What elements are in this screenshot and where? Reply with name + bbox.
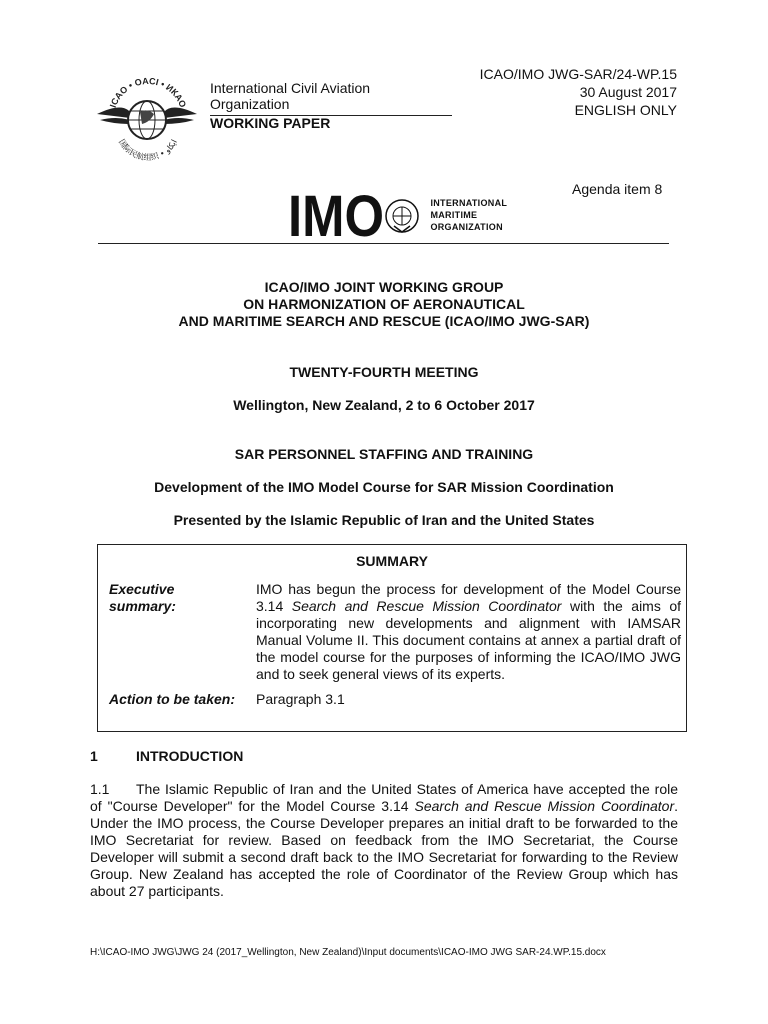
paragraph-text-part2: . Under the IMO process, the Course Developer prepares an initial draft to be forwarded to the IMO Secretariat for review. Based on feedback from the IMO Secretariat, the Course Developer will submit a second draft back to the IMO Secretariat for forwarding to the Review Group. New Zealand has accepted the role of Coordinator of the Review Group which has about 27 participants.	[90, 798, 678, 899]
executive-summary-label-line1: Executive	[109, 581, 175, 597]
icao-emblem	[92, 66, 202, 162]
emblem-bottom-text: 国际民航组织 • ايكاو	[116, 137, 179, 162]
organization-name: International Civil Aviation Organization	[210, 80, 452, 116]
executive-summary-text-part2: with the aims of incorporating new developments and alignment with IAMSAR Manual Volume II. This document contains at annex a partial draft of the model course for the purposes of informing the ICAO/IMO JWG and to seek general views of its experts.	[256, 598, 681, 682]
executive-summary-text-part1: IMO has begun the process for development of the Model Course 3.14	[256, 581, 681, 614]
paragraph-number: 1.1	[90, 781, 110, 797]
svg-text:IMO: IMO	[288, 192, 384, 238]
presented-by: Presented by the Islamic Republic of Iran and the United States	[173, 512, 595, 528]
action-label: Action to be taken:	[109, 691, 236, 707]
paper-type: WORKING PAPER	[210, 115, 331, 131]
meeting-title: TWENTY-FOURTH MEETING	[289, 364, 479, 380]
group-title-line3: AND MARITIME SEARCH AND RESCUE (ICAO/IMO JWG-SAR)	[178, 313, 590, 329]
paragraph-1-1	[90, 781, 678, 900]
summary-box	[97, 544, 687, 732]
group-title-line1: ICAO/IMO JOINT WORKING GROUP	[264, 279, 504, 295]
executive-summary-label	[109, 581, 176, 615]
imo-name-line3: ORGANIZATION	[430, 222, 503, 232]
meeting-venue: Wellington, New Zealand, 2 to 6 October 2017	[233, 397, 535, 413]
imo-wordmark	[288, 192, 420, 238]
document-language: ENGLISH ONLY	[574, 102, 677, 118]
topic-title: SAR PERSONNEL STAFFING AND TRAINING	[234, 446, 534, 462]
imo-name	[430, 197, 507, 233]
imo-name-line1: INTERNATIONAL	[430, 198, 508, 208]
header-divider	[98, 243, 669, 244]
section-number: 1	[90, 748, 98, 764]
group-title-line2: ON HARMONIZATION OF AERONAUTICAL	[243, 296, 525, 312]
document-reference: ICAO/IMO JWG-SAR/24-WP.15	[479, 66, 677, 82]
section-heading	[90, 748, 243, 764]
subject-title: Development of the IMO Model Course for SAR Mission Coordination	[154, 479, 614, 495]
file-path-footer: H:\ICAO-IMO JWG\JWG 24 (2017_Wellington, New Zealand)\Input documents\ICAO-IMO JWG SAR-24.WP.15.docx	[90, 947, 606, 958]
svg-text:国际民航组织 • ايكاو	[117, 138, 179, 162]
paragraph-course-title-italic: Search and Rescue Mission Coordinator	[414, 798, 675, 814]
document-reference-block	[480, 65, 677, 119]
paragraph-text-part1: The Islamic Republic of Iran and the United States of America have accepted the role of "Course Developer" for the Model Course 3.14	[90, 781, 678, 814]
imo-logo	[288, 192, 507, 238]
group-title	[0, 279, 768, 330]
imo-name-line2: MARITIME	[430, 210, 478, 220]
section-title: INTRODUCTION	[136, 748, 244, 764]
executive-summary-label-line2: summary:	[109, 598, 176, 614]
summary-heading: SUMMARY	[356, 553, 428, 569]
course-title-italic: Search and Rescue Mission Coordinator	[291, 598, 562, 614]
document-date: 30 August 2017	[579, 84, 677, 100]
emblem-top-text: ICAO • OACI • ИКАО	[107, 75, 189, 109]
executive-summary-text	[256, 581, 681, 683]
action-text: Paragraph 3.1	[256, 691, 345, 707]
agenda-item: Agenda item 8	[572, 181, 663, 197]
